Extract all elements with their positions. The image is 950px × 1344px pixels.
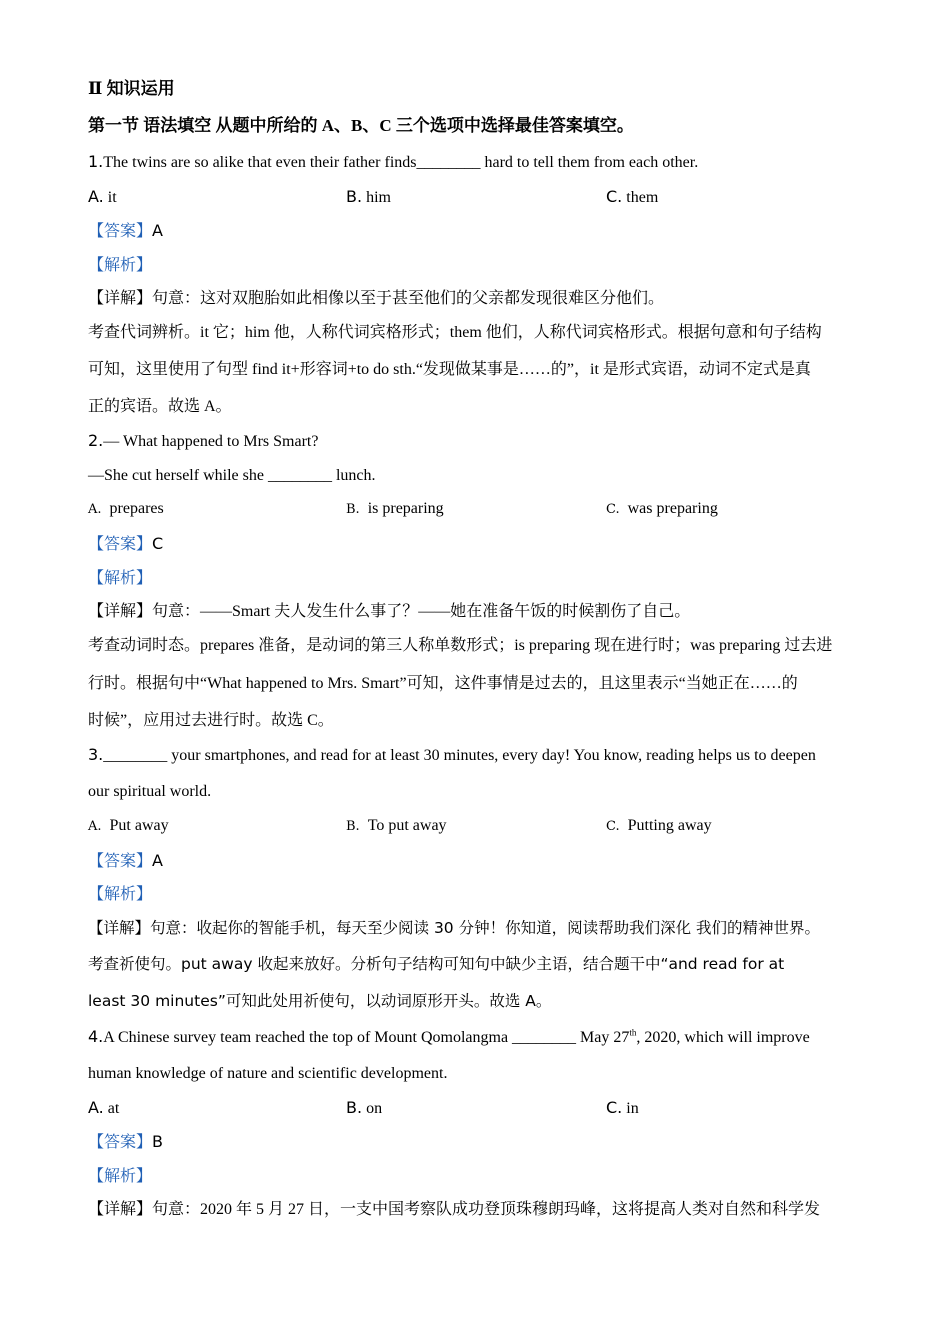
q2-detail-line: 【详解】句意：——Smart 夫人发生什么事了？——她在准备午饭的时候割伤了自己。 [88, 603, 691, 620]
q4-detail-line: 【详解】句意：2020 年 5 月 27 日，一支中国考察队成功登顶珠穆朗玛峰，这将提高人类对自然和科学发 [88, 1201, 821, 1218]
q4-option-a: A. at [88, 1098, 120, 1117]
q1-detail-line: 可知，这里使用了句型 find it+形容词+to do sth.“发现做某事是……的”，it 是形式宾语，动词不定式是真 [88, 361, 811, 378]
q3-detail-line: 【详解】句意：收起你的智能手机，每天至少阅读 30 分钟！你知道，阅读帮助我们深化 我们的精神世界。 [88, 919, 821, 937]
section-heading [88, 79, 175, 99]
q3-answer: 【答案】A [88, 851, 163, 870]
q1-answer: 【答案】A [88, 221, 163, 240]
q2-detail-line: 时候”，应用过去进行时。故选 C。 [88, 712, 334, 729]
q2-detail-line: 考查动词时态。prepares 准备，是动词的第三人称单数形式；is preparing 现在进行时；was preparing 过去进 [88, 637, 833, 654]
question-3-stem-line: our spiritual world. [88, 783, 212, 800]
section-title: 知识运用 [106, 79, 175, 98]
q2-option-b: B. is preparing [346, 500, 444, 517]
q1-detail-line: 正的宾语。故选 A。 [88, 398, 232, 415]
q3-detail-line: least 30 minutes”可知此处用祈使句，以动词原形开头。故选 A。 [88, 992, 552, 1010]
q2-answer: 【答案】C [88, 534, 164, 553]
section-roman: Ⅱ [88, 79, 103, 98]
question-4-stem: 4.A Chinese survey team reached the top of Mount Qomolangma ________ May 27th, 2020, which will improve [88, 1027, 810, 1046]
q3-option-c: C. Putting away [606, 817, 712, 834]
q1-option-c: C. them [606, 187, 659, 206]
q1-option-a: A. it [88, 187, 117, 206]
q2-detail-line: 行时。根据句中“What happened to Mrs. Smart”可知，这件事情是过去的，且这里表示“当她正在……的 [88, 675, 798, 692]
q2-option-c: C. was preparing [606, 500, 718, 517]
q4-answer: 【答案】B [88, 1132, 163, 1151]
q3-option-b: B. To put away [346, 817, 447, 834]
q4-option-c: C. in [606, 1098, 639, 1117]
question-1-stem: 1.The twins are so alike that even their father finds________ hard to tell them from each other. [88, 152, 699, 171]
subsection-heading: 第一节 语法填空 从题中所给的 A、B、C 三个选项中选择最佳答案填空。 [88, 116, 634, 135]
question-2-stem: 2.— What happened to Mrs Smart? [88, 431, 319, 450]
q3-analysis-label: 【解析】 [88, 886, 153, 903]
q3-option-a: A. Put away [88, 817, 169, 834]
question-4-stem-line: human knowledge of nature and scientific development. [88, 1065, 448, 1082]
q1-detail-line: 考查代词辨析。it 它；him 他，人称代词宾格形式；them 他们，人称代词宾格形式。根据句意和句子结构 [88, 324, 822, 341]
q2-option-a: A. prepares [88, 500, 164, 517]
q1-detail-line: 【详解】句意：这对双胞胎如此相像以至于甚至他们的父亲都发现很难区分他们。 [88, 290, 665, 307]
q2-analysis-label: 【解析】 [88, 570, 153, 587]
question-3-stem: 3.________ your smartphones, and read for at least 30 minutes, every day! You know, reading helps us to deepen [88, 745, 816, 764]
q3-detail-line: 考查祈使句。put away 收起来放好。分析句子结构可知句中缺少主语，结合题干中“and read for at [88, 955, 785, 973]
q1-analysis-label: 【解析】 [88, 257, 153, 274]
q4-option-b: B. on [346, 1098, 383, 1117]
q4-analysis-label: 【解析】 [88, 1168, 153, 1185]
q1-option-b: B. him [346, 187, 391, 206]
question-2-stem-line: —She cut herself while she ________ lunch. [88, 467, 376, 484]
